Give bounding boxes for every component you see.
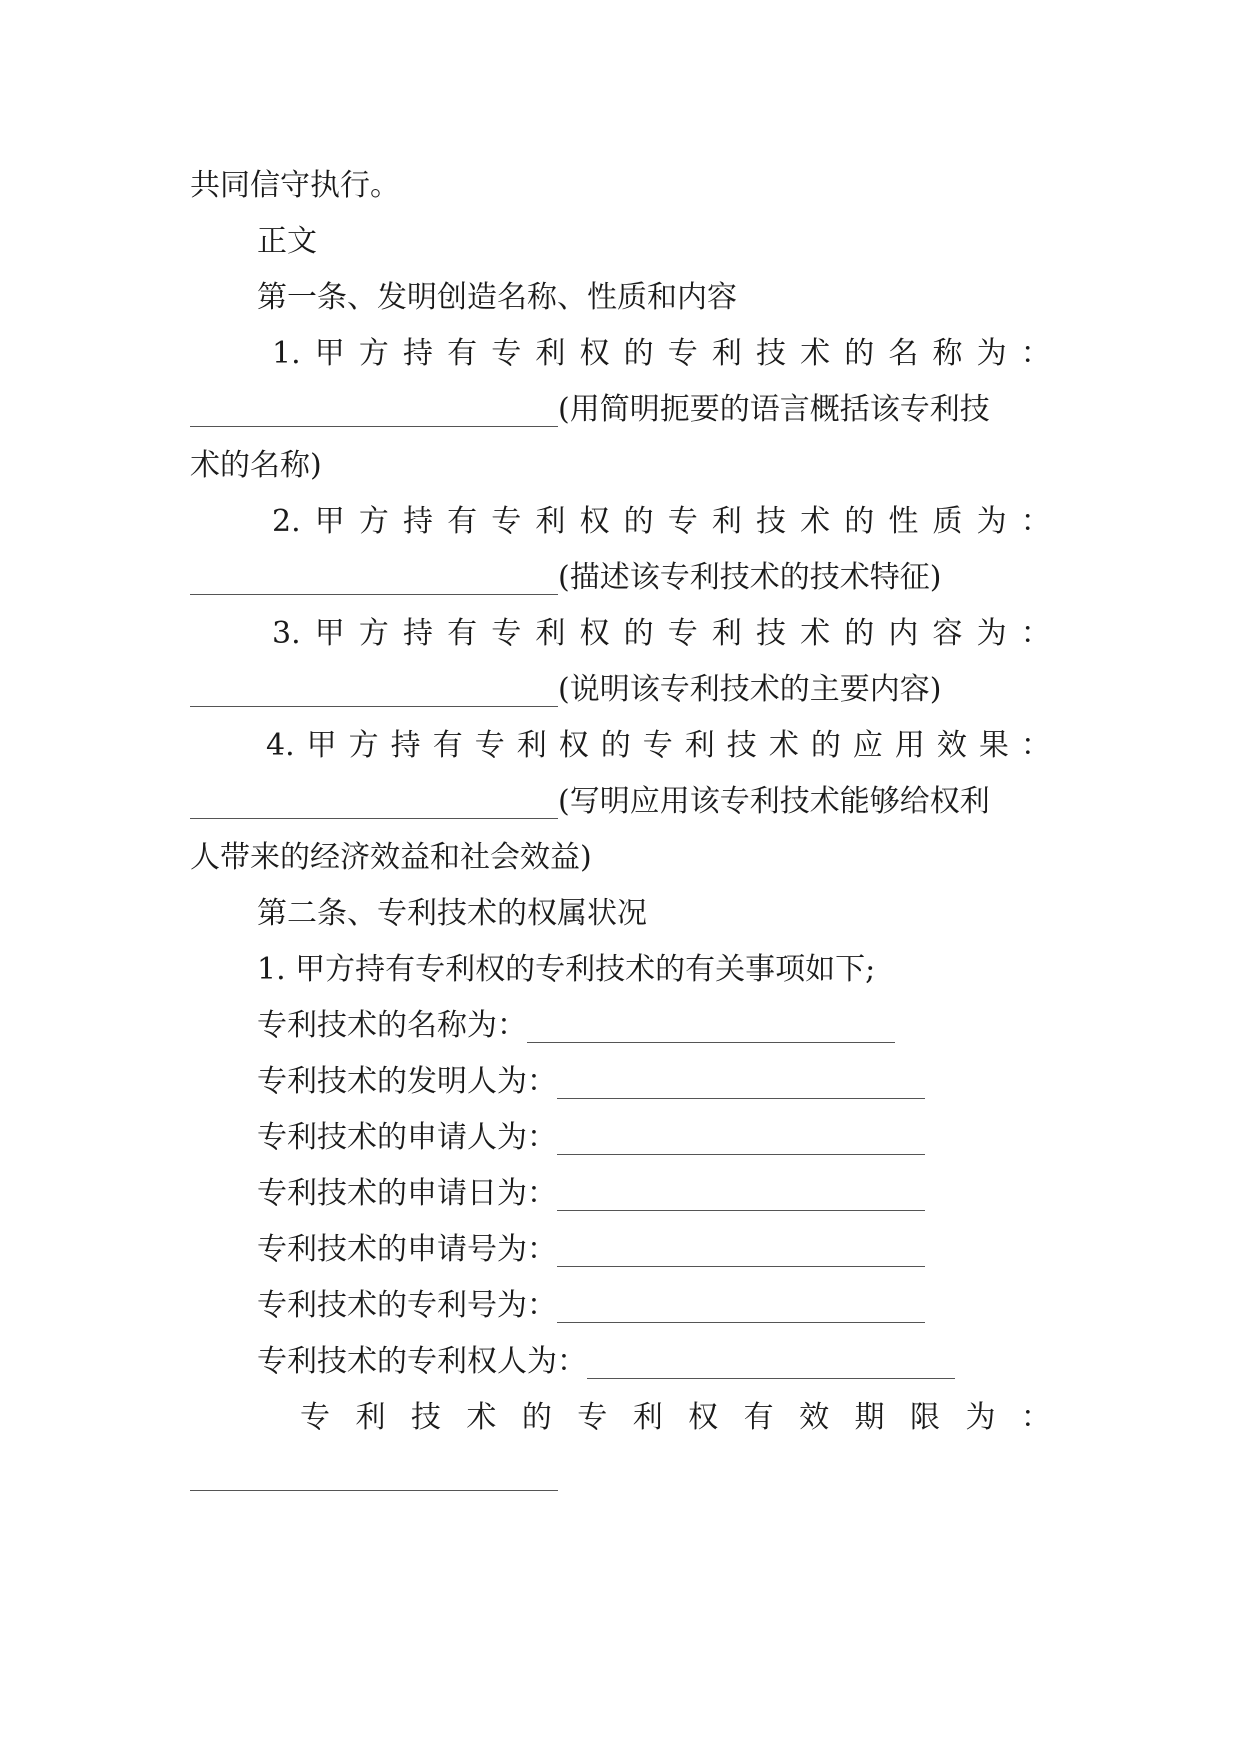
fill-blank[interactable] [190,1460,558,1491]
prompt-char: 利 [535,336,566,371]
prompt-char: 性 [888,504,919,539]
article1-item4-prompt [266,726,1051,766]
prompt-char: 的 [623,616,654,651]
prompt-char: 的 [600,728,631,763]
field-label: 专利技术的发明人为： [257,1064,557,1099]
intro-tail: 共同信守执行。 [190,168,400,203]
prompt-char: 有 [447,336,478,371]
prompt-char: 质 [932,504,963,539]
prompt-char: 2. [272,504,301,539]
prompt-char: 权 [688,1400,719,1435]
prompt-char: 持 [403,616,433,651]
prompt-char: 用 [894,728,925,763]
fill-blank[interactable] [557,1068,925,1099]
fill-blank[interactable] [587,1348,955,1379]
prompt-char: 4. [266,728,295,763]
prompt-char: 术 [800,336,831,371]
field-label: 专利技术的申请人为： [257,1120,557,1155]
prompt-char: 术 [768,728,799,763]
prompt-char: 持 [403,336,433,371]
article2-item1-intro: 1. 甲方持有专利权的专利技术的有关事项如下; [257,952,876,987]
prompt-char: 甲 [306,728,337,763]
prompt-char: 专 [667,616,698,651]
field-label: 专利技术的申请日为： [257,1176,557,1211]
prompt-char: 内 [888,616,919,651]
prompt-char: 限 [909,1400,940,1435]
prompt-char: 技 [756,616,786,651]
article1-item2-answer [190,558,1051,598]
prompt-char: 权 [579,504,610,539]
prompt-char: 容 [932,616,963,651]
prompt-char: 专 [667,504,698,539]
prompt-char: 利 [355,1400,386,1435]
prompt-char: 3. [272,616,301,651]
fill-blank[interactable] [190,396,558,427]
prompt-char: 名 [888,336,919,371]
prompt-char: 技 [726,728,757,763]
prompt-char: 专 [474,728,505,763]
prompt-char: ： [1020,616,1051,651]
prompt-char: 持 [390,728,421,763]
prompt-char: 效 [936,728,967,763]
article1-item4-hint-cont: 人带来的经济效益和社会效益) [190,840,592,875]
prompt-char: 利 [711,504,742,539]
article1-item3-hint: (说明该专利技术的主要内容) [558,672,942,707]
field-label: 专利技术的名称为： [257,1008,527,1043]
prompt-char: 甲 [314,504,345,539]
prompt-char: 专 [577,1400,608,1435]
fill-blank[interactable] [527,1012,895,1043]
prompt-char: 的 [844,336,875,371]
prompt-char: 利 [516,728,547,763]
article1-item4-answer [190,782,1051,822]
field-inventor [257,1062,1051,1102]
body-heading: 正文 [257,224,317,259]
prompt-char: 专 [642,728,673,763]
prompt-char: 的 [810,728,841,763]
prompt-char: 应 [852,728,883,763]
prompt-char: 利 [711,336,742,371]
prompt-char: 利 [632,1400,663,1435]
prompt-char: ： [1020,1400,1051,1435]
prompt-char: 甲 [314,616,345,651]
prompt-char: 专 [491,336,522,371]
prompt-char: 持 [403,504,433,539]
prompt-char: 的 [521,1400,552,1435]
fill-blank[interactable] [557,1292,925,1323]
prompt-char: 的 [623,336,654,371]
prompt-char: ： [1020,336,1051,371]
field-application-date [257,1174,1051,1214]
article1-item1-hint-cont: 术的名称) [190,448,322,483]
field-validity-answer [190,1454,1051,1494]
field-label: 专利技术的申请号为： [257,1232,557,1267]
prompt-char: 1. [272,336,301,371]
prompt-char: 称 [932,336,963,371]
prompt-char: 术 [800,616,831,651]
prompt-char: 利 [684,728,715,763]
prompt-char: 术 [800,504,831,539]
prompt-char: 的 [844,616,875,651]
field-label: 专利技术的专利权人为： [257,1344,587,1379]
fill-blank[interactable] [557,1236,925,1267]
prompt-char: 为 [976,616,1007,651]
prompt-char: 利 [535,504,566,539]
prompt-char: ： [1020,728,1051,763]
field-applicant [257,1118,1051,1158]
prompt-char: 方 [358,616,389,651]
prompt-char: 为 [976,504,1007,539]
field-patentee [257,1342,1051,1382]
prompt-char: 权 [579,616,610,651]
field-patent-name [257,1006,1051,1046]
prompt-char: 利 [711,616,742,651]
prompt-char: 技 [410,1400,441,1435]
prompt-char: 利 [535,616,566,651]
article1-item3-answer [190,670,1051,710]
prompt-char: 专 [300,1400,330,1435]
prompt-char: 有 [447,616,478,651]
fill-blank[interactable] [557,1124,925,1155]
prompt-char: 的 [623,504,654,539]
article1-item1-hint: (用简明扼要的语言概括该专利技 [558,392,990,427]
fill-blank[interactable] [190,676,558,707]
field-validity-prompt [300,1398,1051,1438]
article1-item1-answer [190,390,1051,430]
prompt-char: 为 [976,336,1007,371]
prompt-char: 为 [965,1400,996,1435]
prompt-char: 期 [854,1400,885,1435]
fill-blank[interactable] [190,788,558,819]
prompt-char: 专 [491,616,522,651]
prompt-char: 专 [667,336,698,371]
prompt-char: 果 [978,728,1009,763]
article1-item2-prompt [272,502,1051,542]
prompt-char: 术 [466,1400,497,1435]
field-label: 专利技术的专利号为： [257,1288,557,1323]
article1-item1-prompt [272,334,1051,374]
prompt-char: ： [1020,504,1051,539]
article2-title: 第二条、专利技术的权属状况 [257,896,647,931]
prompt-char: 权 [579,336,610,371]
prompt-char: 专 [491,504,522,539]
prompt-char: 的 [844,504,875,539]
prompt-char: 有 [447,504,478,539]
prompt-char: 效 [799,1400,830,1435]
prompt-char: 方 [348,728,379,763]
field-application-number [257,1230,1051,1270]
fill-blank[interactable] [190,564,558,595]
article1-item3-prompt [272,614,1051,654]
article1-title: 第一条、发明创造名称、性质和内容 [257,280,737,315]
prompt-char: 技 [756,336,786,371]
prompt-char: 有 [432,728,463,763]
fill-blank[interactable] [557,1180,925,1211]
article1-item4-hint: (写明应用该专利技术能够给权利 [558,784,990,819]
field-patent-number [257,1286,1051,1326]
prompt-char: 甲 [314,336,345,371]
article1-item2-hint: (描述该专利技术的技术特征) [558,560,942,595]
prompt-char: 技 [756,504,786,539]
prompt-char: 有 [743,1400,774,1435]
prompt-char: 方 [358,504,389,539]
prompt-char: 权 [558,728,589,763]
prompt-char: 方 [358,336,389,371]
